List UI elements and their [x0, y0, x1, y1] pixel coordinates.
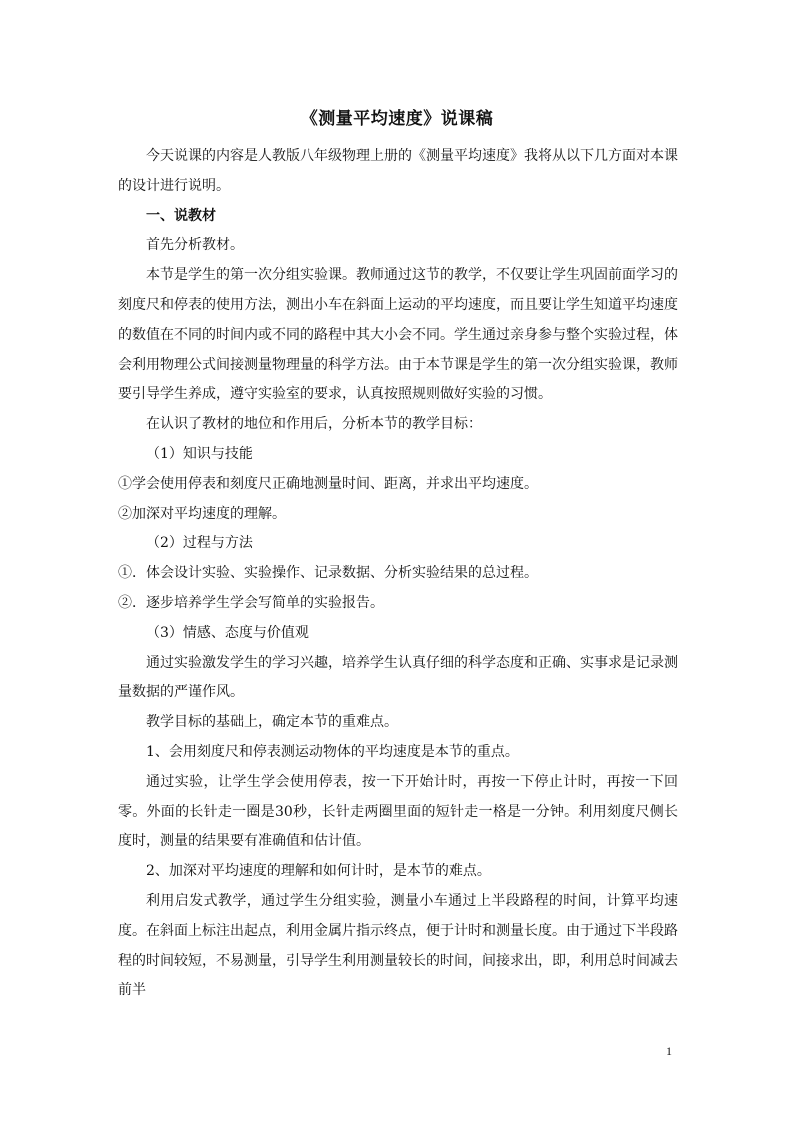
paragraph: 首先分析教材。 [146, 237, 244, 254]
paragraph: 通过实验激发学生的学习兴趣，培养学生认真仔细的科学态度和正确、实事求是记录测量数据的严谨作风。 [118, 654, 678, 701]
paragraph-intro: 今天说课的内容是人教版八年级物理上册的《测量平均速度》我将从以下几方面对本课的设计进行说明。 [118, 148, 678, 194]
paragraph: 本节是学生的第一次分组实验课。教师通过这节的教学，不仅要让学生巩固前面学习的刻度尺和停表的使用方法，测出小车在斜面上运动的平均速度，而且要让学生知道平均速度的数值在不同的时间内或不同的路程中其大小会不同。学生通过亲身参与整个实验过程，体会利用物理公式间接测量物理量的科学方法。由于本节课是学生的第一次分组实验课，教师要引导学生养成，遵守实验室的要求，认真按照规则做好实验的习惯。 [118, 267, 678, 403]
section-heading-textbook: 一、说教材 [146, 207, 216, 224]
paragraph: 教学目标的基础上，确定本节的重难点。 [146, 714, 398, 731]
list-item: ①．体会设计实验、实验操作、记录数据、分析实验结果的总过程。 [118, 565, 538, 582]
paragraph-difficulty: 2、加深对平均速度的理解和如何计时，是本节的难点。 [146, 863, 491, 880]
document-title: 《测量平均速度》说课稿 [300, 109, 494, 129]
paragraph: 在认识了教材的地位和作用后，分析本节的教学目标： [146, 416, 482, 433]
list-item: ②加深对平均速度的理解。 [118, 505, 286, 522]
document-body [118, 142, 678, 1006]
subheading-emotion-values: （3）情感、态度与价值观 [146, 624, 309, 641]
page-number: 1 [666, 1044, 672, 1058]
subheading-knowledge-skills: （1）知识与技能 [146, 445, 253, 462]
paragraph: 通过实验，让学生学会使用停表，按一下开始计时，再按一下停止计时，再按一下回零。外面的长针走一圈是30秒，长针走两圈里面的短针走一格是一分钟。利用刻度尺侧长度时，测量的结果要有准确值和估计值。 [118, 773, 678, 850]
paragraph: 利用启发式教学，通过学生分组实验，测量小车通过上半段路程的时间，计算平均速度。在斜面上标注出起点，利用金属片指示终点，便于计时和测量长度。由于通过下半段路程的时间较短，不易测量，引导学生利用测量较长的时间，间接求出，即，利用总时间减去前半 [118, 892, 678, 999]
paragraph-key-point: 1、会用刻度尺和停表测运动物体的平均速度是本节的重点。 [146, 743, 519, 760]
subheading-process-method: （2）过程与方法 [146, 535, 253, 552]
list-item: ②．逐步培养学生学会写简单的实验报告。 [118, 594, 384, 611]
list-item: ①学会使用停表和刻度尺正确地测量时间、距离，并求出平均速度。 [118, 475, 538, 492]
